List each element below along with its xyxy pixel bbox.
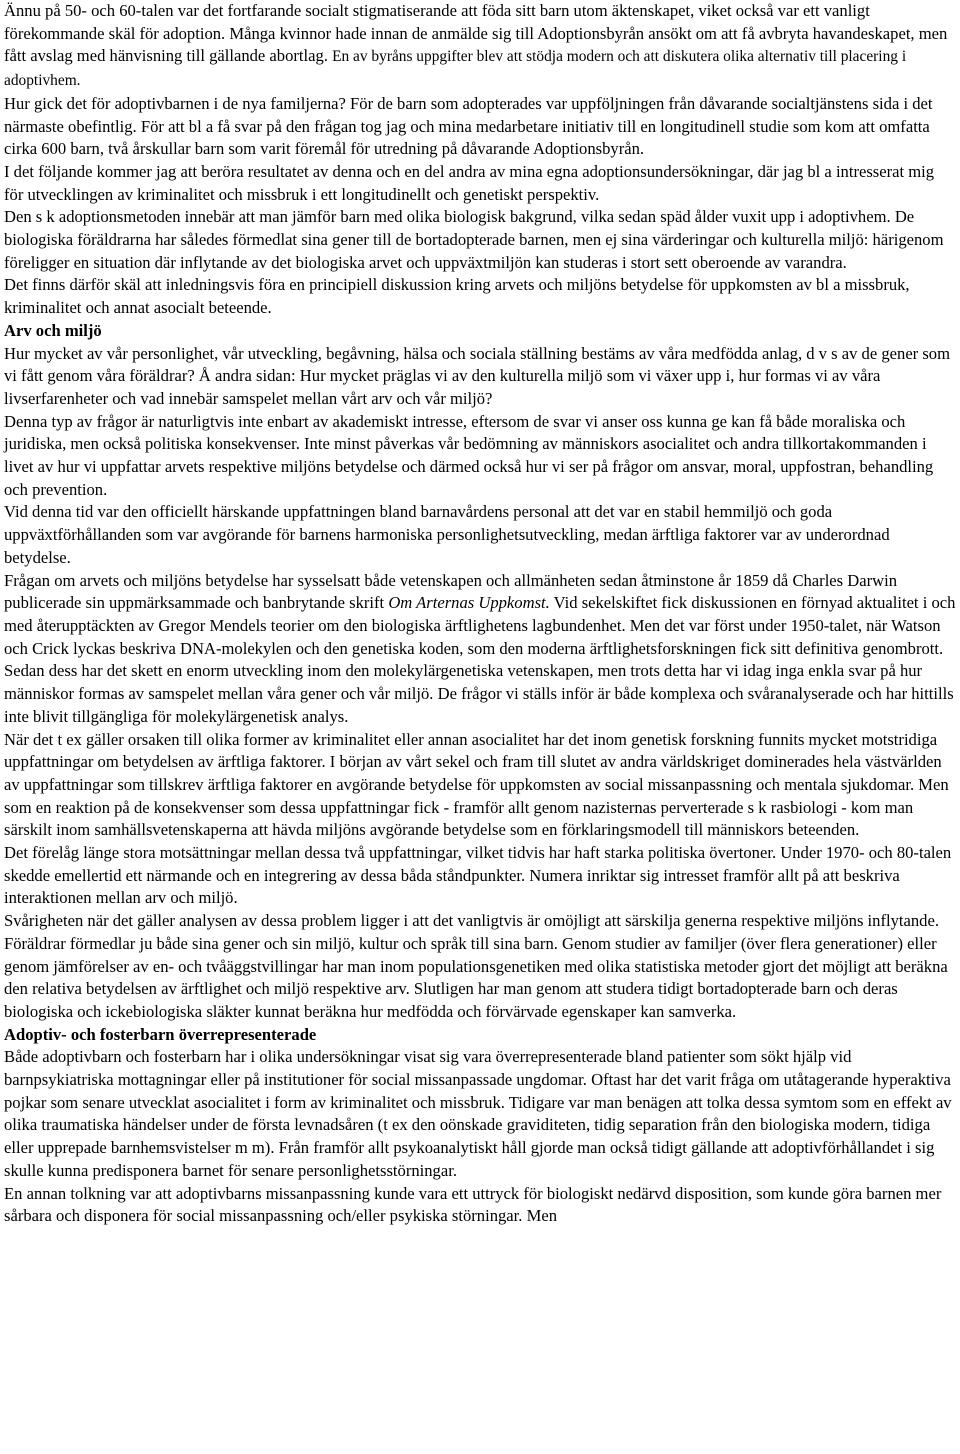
paragraph: Den s k adoptionsmetoden innebär att man jämför barn med olika biologisk bakgrund, vilka sedan späd ålder vuxit upp i adoptivhem. De biologiska föräldrarna har således förmedlat sina gener till de bortadopterade barnen, men ej sina värderingar och kulturella miljö: härigenom föreligger en situation där inflytande av det biologiska arvet och uppväxtmiljön kan studeras i stort sett oberoende av varandra. — [4, 207, 944, 272]
paragraph: Ännu på 50- och 60-talen var det fortfarande socialt stigmatiserande att föda sitt barn utom äktenskapet, viket också var ett vanligt förekommande skäl för adoption. Många kvinnor hade innan de anmälde sig till Adoptionsbyrån ansökt om att få avbryta havandeskapet, men fått avslag med hänvisning till gällande abortlag. En av byråns uppgifter blev att stödja modern och att diskutera olika alternativ till placering i adoptivhem. — [4, 1, 948, 90]
paragraph: När det t ex gäller orsaken till olika former av kriminalitet eller annan asocialitet har det inom genetisk forskning funnits mycket motstridiga uppfattningar om betydelsen av ärftliga faktorer. I början av vårt sekel och fram till slutet av andra världskriget dominerades hela västvärlden av uppfattningar som tillskrev ärftliga faktorer en avgörande betydelse för uppkomsten av social missanpassning och mentala sjukdomar. Men som en reaktion på de konsekvenser som dessa uppfattningar fick - framför allt genom nazisternas perverterade s k rasbiologi - kom man särskilt inom samhällsvetenskaperna att hävda miljöns avgörande betydelse som en förklaringsmodell till människors beteenden. — [4, 729, 949, 840]
paragraph: Frågan om arvets och miljöns betydelse har sysselsatt både vetenskapen och allmänheten sedan åtminstone år 1859 då Charles Darwin publicerade sin uppmärksammade och banbrytande skrift Om Arternas Uppkomst. Vid sekelskiftet fick diskussionen en förnyad aktualitet i och med återupptäckten av Gregor Mendels teorier om den biologiska ärftlighetens lagbundenhet. Men det var först under 1950-talet, när Watson och Crick lyckas beskriva DNA-molekylen och den genetiska koden, som den moderna ärftlighetsforskningen fick sitt definitiva genombrott. Sedan dess har det skett en enorm utveckling inom den molekylärgenetiska vetenskapen, men trots detta har vi idag inga enkla svar på hur människor formas av samspelet mellan våra gener och vår miljö. De frågor vi ställs inför är både komplexa och svåranalyserade och har hittills inte blivit tillgängliga för molekylärgenetisk analys. — [4, 570, 956, 726]
paragraph: Denna typ av frågor är naturligtvis inte enbart av akademiskt intresse, eftersom de svar vi anser oss kunna ge kan få både moraliska och juridiska, men också politiska konsekvenser. Inte minst påverkas vår bedömning av människors asocialitet och andra tillkortakommanden i livet av hur vi uppfattar arvets respektive miljöns betydelse och därmed också hur vi ser på frågor om ansvar, moral, uppfostran, behandling och prevention. — [4, 411, 934, 499]
paragraph: I det följande kommer jag att beröra resultatet av denna och en del andra av mina egna adoptionsundersökningar, där jag bl a intresserat mig för utvecklingen av kriminalitet och missbruk i ett longitudinellt och genetiskt perspektiv. — [4, 161, 935, 204]
paragraph: Både adoptivbarn och fosterbarn har i olika undersökningar visat sig vara överrepresenterade bland patienter som sökt hjälp vid barnpsykiatriska mottagningar eller på institutioner för social missanpassade ungdomar. Oftast har det varit fråga om utåtagerande hyperaktiva pojkar som senare utvecklat asocialitet i form av kriminalitet och missbruk. Tidigare var man benägen att tolka dessa symtom som en effekt av olika traumatiska händelser under de första levnadsåren (t ex den oönskade graviditeten, tidig separation från den biologiska modern, tidiga eller upprepade barnhemsvistelser m m). Från framför allt psykoanalytiskt håll gjorde man också tidigt gällande att adoptivförhållandet i sig skulle kunna predisponera barnet för senare personlighetsstörningar. — [4, 1047, 952, 1180]
document-body — [4, 0, 956, 1228]
section-heading: Arv och miljö — [4, 320, 102, 340]
paragraph: Hur gick det för adoptivbarnen i de nya familjerna? För de barn som adopterades var uppföljningen från dåvarande socialtjänstens sida i det närmaste obefintlig. För att bl a få svar på den frågan tog jag och mina medarbetare initiativ till en longitudinell studie som kom att omfatta cirka 600 barn, två årskullar barn som varit föremål för utredning på dåvarande Adoptionsbyrån. — [4, 93, 933, 159]
paragraph: En annan tolkning var att adoptivbarns missanpassning kunde vara ett uttryck för biologiskt nedärvd disposition, som kunde göra barnen mer sårbara och disponera för social missanpassning och/eller psykiska störningar. Men — [4, 1183, 942, 1226]
book-title: Om Arternas Uppkomst. — [388, 593, 550, 613]
paragraph: Det förelåg länge stora motsättningar mellan dessa två uppfattningar, vilket tidvis har haft starka politiska övertoner. Under 1970- och 80-talen skedde emellertid ett närmande och en integrering av dessa båda ståndpunkter. Numera inriktar sig intresset framför allt på att beskriva interaktionen mellan arv och miljö. — [4, 843, 952, 908]
paragraph: Vid denna tid var den officiellt härskande uppfattningen bland barnavårdens personal att det var en stabil hemmiljö och goda uppväxtförhållanden som var avgörande för barnens harmoniska personlighetsutveckling, medan ärftliga faktorer var av underordnad betydelse. — [4, 502, 890, 567]
paragraph: Svårigheten när det gäller analysen av dessa problem ligger i att det vanligtvis är omöjligt att särskilja generna respektive miljöns inflytande. Föräldrar förmedlar ju både sina gener och sin miljö, kultur och språk till sina barn. Genom studier av familjer (över flera generationer) eller genom jämförelser av en- och tvåäggstvillingar har man inom populationsgenetiken med olika statistiska metoder gjort det möjligt att beräkna den relativa betydelsen av ärftlighet och miljö respektive arv. Slutligen har man genom att studera tidigt bortadopterade barn och deras biologiska och ickebiologiska släkter kunnat beräkna hur medfödda och förvärvade egenskaper kan samverka. — [4, 911, 948, 1021]
paragraph: Det finns därför skäl att inledningsvis föra en principiell diskussion kring arvets och miljöns betydelse för uppkomsten av bl a missbruk, kriminalitet och annat asocialt beteende. — [4, 275, 910, 318]
paragraph: Hur mycket av vår personlighet, vår utveckling, begåvning, hälsa och sociala ställning bestäms av våra medfödda anlag, d v s av de gener som vi fått genom våra föräldrar? Å andra sidan: Hur mycket präglas vi av den kulturella miljö som vi växer upp i, hur formas vi av våra livserfarenheter och vad innebär samspelet mellan vårt arv och vår miljö? — [4, 343, 951, 408]
section-heading: Adoptiv- och fosterbarn överrepresenterade — [4, 1024, 317, 1044]
